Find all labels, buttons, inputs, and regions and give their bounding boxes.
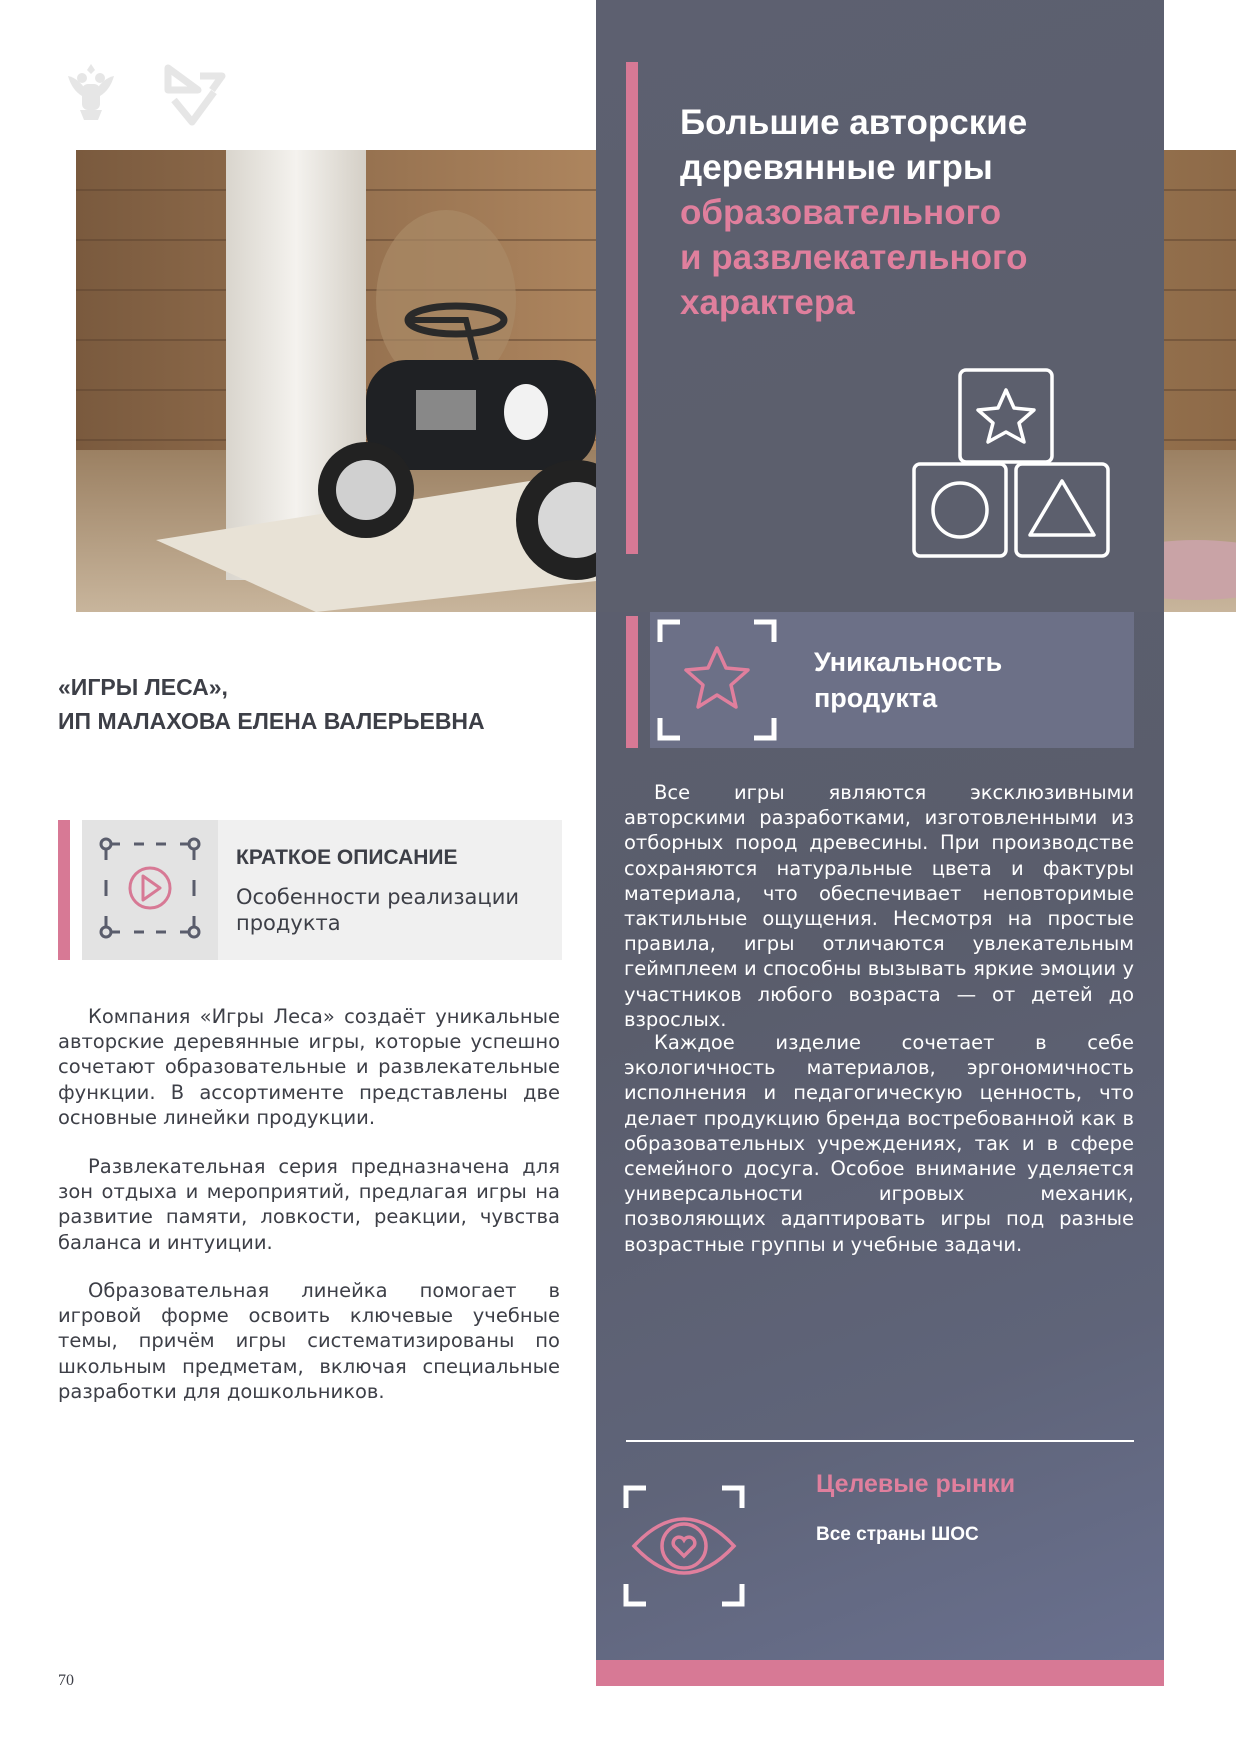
- star-icon: [656, 618, 778, 742]
- uniqueness-title-line: продукта: [814, 683, 938, 713]
- uniqueness-accent-bar: [626, 616, 638, 748]
- company-name: [58, 670, 578, 738]
- company-line: ИП МАЛАХОВА ЕЛЕНА ВАЛЕРЬЕВНА: [58, 708, 485, 734]
- page-title: [680, 100, 1150, 325]
- title-accent-bar: [626, 62, 638, 554]
- markets-divider: [626, 1440, 1134, 1442]
- company-line: «ИГРЫ ЛЕСА»,: [58, 674, 228, 700]
- description-paragraph: Компания «Игры Леса» создаёт уникальные авторские деревянные игры, которые успешно сочетают образовательные и развлекательные функции. В ассортименте представлены две основные линейки продукции.: [58, 1005, 560, 1129]
- target-markets-value: Все страны ШОС: [816, 1524, 979, 1545]
- eye-heart-icon: [622, 1484, 746, 1608]
- title-accent-line: образовательного: [680, 193, 1002, 232]
- panel-bottom-bar: [596, 1660, 1164, 1686]
- target-markets-label: Целевые рынки: [816, 1470, 1016, 1498]
- description-accent-bar: [58, 820, 70, 960]
- title-line: деревянные игры: [680, 148, 993, 187]
- description-paragraph: Образовательная линейка помогает в игровой форме освоить ключевые учебные темы, причём игры систематизированы по школьным предметам, включая специальные разработки для дошкольников.: [58, 1279, 560, 1403]
- title-line: Большие авторские: [680, 103, 1028, 142]
- description-paragraph: Развлекательная серия предназначена для зон отдыха и мероприятий, предлагая игры на развитие памяти, ловкости, реакции, чувства баланса и интуиции.: [58, 1155, 560, 1254]
- play-icon: [98, 836, 202, 940]
- description-subtitle: Особенности реализации продукта: [236, 885, 520, 935]
- description-label: КРАТКОЕ ОПИСАНИЕ: [236, 846, 458, 869]
- page-number: 70: [58, 1672, 74, 1689]
- shape-blocks-icon: [912, 368, 1112, 564]
- uniqueness-title: [814, 644, 1114, 716]
- uniqueness-paragraph: Все игры являются эксклюзивными авторскими разработками, изготовленными из отборных пород древесины. При производстве сохраняются натуральные цвета и фактуры материала, что обеспечивает неповторимые тактильные ощущения. Несмотря на простые правила, игры отличаются увлекательным геймплеем и способны вызывать яркие эмоции у участников любого возраста — от детей до взрослых.: [624, 781, 1134, 1031]
- uniqueness-paragraph: Каждое изделие сочетает в себе экологичность материалов, эргономичность исполнения и педагогическую ценность, что делает продукцию бренда востребованной как в образовательных учреждениях, так и в сфере семейного досуга. Особое внимание уделяется универсальности игровых механик, позволяющих адаптировать игры под разные возрастные группы и учебные задачи.: [624, 1031, 1134, 1256]
- title-accent-line: и развлекательного: [680, 238, 1028, 277]
- uniqueness-title-line: Уникальность: [814, 647, 1003, 677]
- title-accent-line: характера: [680, 283, 855, 322]
- state-emblem-icon: [56, 58, 126, 128]
- brand-logo-icon: [160, 58, 230, 128]
